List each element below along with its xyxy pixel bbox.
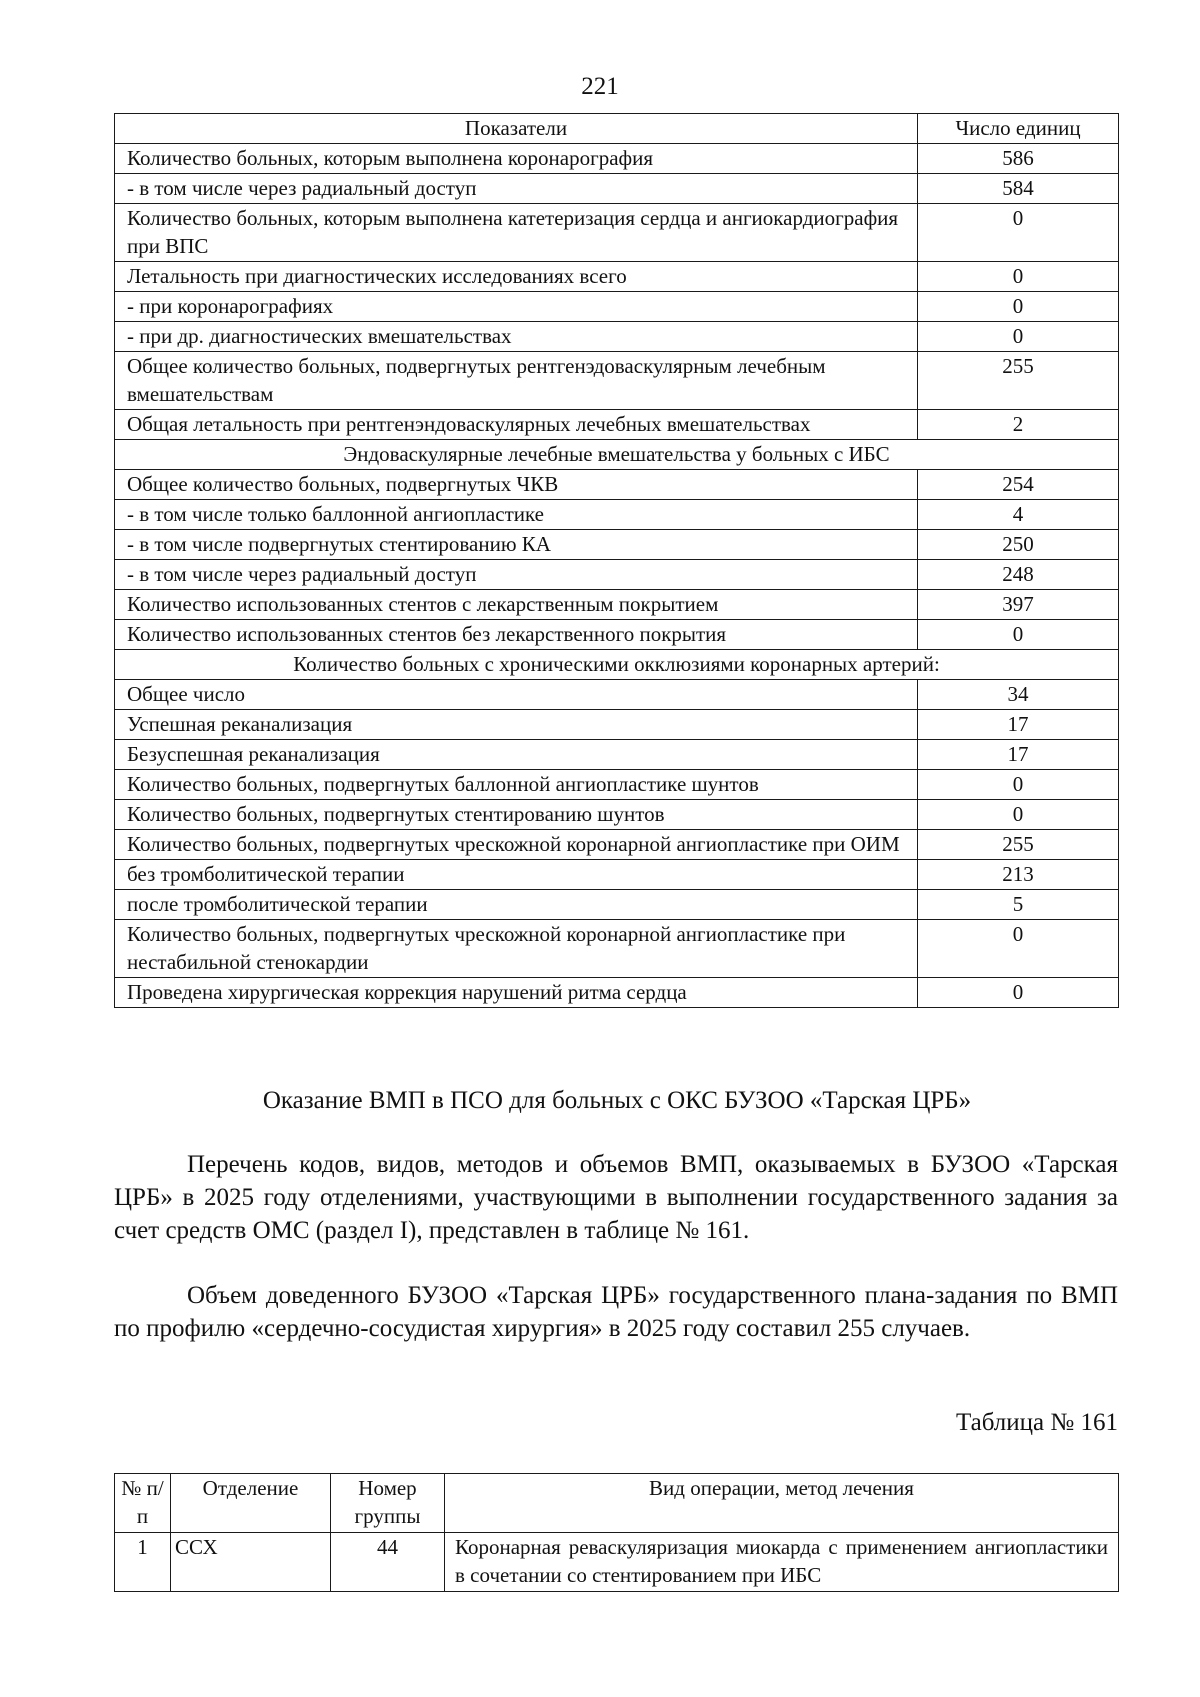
table-161-header-row xyxy=(115,1474,1119,1533)
indicator-label: - в том числе подвергнутых стентированию КА xyxy=(115,530,918,560)
header-department: Отделение xyxy=(171,1474,331,1533)
indicator-value: 0 xyxy=(918,800,1119,830)
row-num: 1 xyxy=(115,1533,171,1592)
table-row xyxy=(115,680,1119,710)
indicator-label: Количество использованных стентов с лекарственным покрытием xyxy=(115,590,918,620)
indicator-label: Количество больных, подвергнутых чрескожной коронарной ангиопластике при нестабильной стенокардии xyxy=(115,920,918,978)
indicator-value: 255 xyxy=(918,352,1119,410)
table-row xyxy=(115,920,1119,978)
indicator-value: 0 xyxy=(918,770,1119,800)
indicator-label: - в том числе через радиальный доступ xyxy=(115,560,918,590)
table-row xyxy=(115,860,1119,890)
indicator-label: Количество больных, которым выполнена коронарография xyxy=(115,144,918,174)
table-row xyxy=(115,1533,1119,1592)
table-row xyxy=(115,470,1119,500)
indicator-label: Проведена хирургическая коррекция нарушений ритма сердца xyxy=(115,978,918,1008)
row-group-number: 44 xyxy=(331,1533,445,1592)
header-group-number: Номер группы xyxy=(331,1474,445,1533)
section-label: Количество больных с хроническими окклюзиями коронарных артерий: xyxy=(115,650,1119,680)
indicator-value: 248 xyxy=(918,560,1119,590)
page-number: 221 xyxy=(581,73,619,100)
header-operation: Вид операции, метод лечения xyxy=(445,1474,1119,1533)
indicator-label: Количество больных, которым выполнена катетеризация сердца и ангиокардиография при ВПС xyxy=(115,204,918,262)
table-row xyxy=(115,740,1119,770)
table-row xyxy=(115,352,1119,410)
table-row xyxy=(115,292,1119,322)
indicator-value: 0 xyxy=(918,920,1119,978)
indicator-value: 0 xyxy=(918,204,1119,262)
table-row xyxy=(115,770,1119,800)
indicator-value: 213 xyxy=(918,860,1119,890)
table-caption: Таблица № 161 xyxy=(955,1409,1118,1436)
indicator-label: Общее число xyxy=(115,680,918,710)
table-row xyxy=(115,978,1119,1008)
table-row xyxy=(115,204,1119,262)
table-row xyxy=(115,800,1119,830)
section-row xyxy=(115,440,1119,470)
section-label: Эндоваскулярные лечебные вмешательства у больных с ИБС xyxy=(115,440,1119,470)
indicator-value: 0 xyxy=(918,292,1119,322)
indicators-table-body xyxy=(115,144,1119,1008)
table-row xyxy=(115,830,1119,860)
indicator-value: 34 xyxy=(918,680,1119,710)
section-title: Оказание ВМП в ПСО для больных с ОКС БУЗОО «Тарская ЦРБ» xyxy=(262,1087,972,1114)
indicator-label: Общее количество больных, подвергнутых рентгенэдоваскулярным лечебным вмешательствам xyxy=(115,352,918,410)
table-row xyxy=(115,530,1119,560)
indicator-value: 397 xyxy=(918,590,1119,620)
indicator-value: 0 xyxy=(918,262,1119,292)
paragraph-1: Перечень кодов, видов, методов и объемов ВМП, оказываемых в БУЗОО «Тарская ЦРБ» в 2025 году отделениями, участвующими в выполнении государственного задания за счет средств ОМС (раздел I), представлен в таблице № 161. xyxy=(114,1151,1118,1244)
table-row xyxy=(115,322,1119,352)
table-row xyxy=(115,174,1119,204)
indicator-value: 0 xyxy=(918,620,1119,650)
indicator-label: - при др. диагностических вмешательствах xyxy=(115,322,918,352)
table-row xyxy=(115,500,1119,530)
row-operation: Коронарная реваскуляризация миокарда с применением ангиопластики в сочетании со стентированием при ИБС xyxy=(445,1533,1119,1592)
table-row xyxy=(115,560,1119,590)
indicator-label: Количество больных, подвергнутых чрескожной коронарной ангиопластике при ОИМ xyxy=(115,830,918,860)
indicator-value: 586 xyxy=(918,144,1119,174)
indicator-label: без тромболитической терапии xyxy=(115,860,918,890)
indicators-header-row xyxy=(115,114,1119,144)
indicator-label: - при коронарографиях xyxy=(115,292,918,322)
indicator-value: 0 xyxy=(918,978,1119,1008)
indicator-label: - в том числе только баллонной ангиопластике xyxy=(115,500,918,530)
indicator-value: 17 xyxy=(918,740,1119,770)
indicator-label: Количество использованных стентов без лекарственного покрытия xyxy=(115,620,918,650)
indicator-value: 0 xyxy=(918,322,1119,352)
header-num: № п/п xyxy=(115,1474,171,1533)
table-row xyxy=(115,710,1119,740)
table-row xyxy=(115,262,1119,292)
table-row xyxy=(115,590,1119,620)
indicator-value: 250 xyxy=(918,530,1119,560)
indicator-label: Безуспешная реканализация xyxy=(115,740,918,770)
indicator-value: 4 xyxy=(918,500,1119,530)
indicators-table xyxy=(114,113,1119,1008)
indicator-label: Общая летальность при рентгенэндоваскулярных лечебных вмешательствах xyxy=(115,410,918,440)
indicator-label: Количество больных, подвергнутых стентированию шунтов xyxy=(115,800,918,830)
indicator-value: 2 xyxy=(918,410,1119,440)
section-row xyxy=(115,650,1119,680)
indicator-value: 255 xyxy=(918,830,1119,860)
indicators-header-name: Показатели xyxy=(115,114,918,144)
indicator-label: после тромболитической терапии xyxy=(115,890,918,920)
indicators-header-value: Число единиц xyxy=(918,114,1119,144)
table-row xyxy=(115,620,1119,650)
indicator-value: 5 xyxy=(918,890,1119,920)
indicator-label: Общее количество больных, подвергнутых ЧКВ xyxy=(115,470,918,500)
indicator-value: 584 xyxy=(918,174,1119,204)
indicator-value: 254 xyxy=(918,470,1119,500)
indicator-label: - в том числе через радиальный доступ xyxy=(115,174,918,204)
table-161 xyxy=(114,1473,1119,1592)
table-row xyxy=(115,410,1119,440)
indicator-label: Летальность при диагностических исследованиях всего xyxy=(115,262,918,292)
indicator-value: 17 xyxy=(918,710,1119,740)
indicator-label: Количество больных, подвергнутых баллонной ангиопластике шунтов xyxy=(115,770,918,800)
paragraph-2: Объем доведенного БУЗОО «Тарская ЦРБ» государственного плана-задания по ВМП по профилю «сердечно-сосудистая хирургия» в 2025 году составил 255 случаев. xyxy=(114,1282,1118,1342)
indicator-label: Успешная реканализация xyxy=(115,710,918,740)
row-department: ССХ xyxy=(171,1533,331,1592)
table-row xyxy=(115,890,1119,920)
table-row xyxy=(115,144,1119,174)
